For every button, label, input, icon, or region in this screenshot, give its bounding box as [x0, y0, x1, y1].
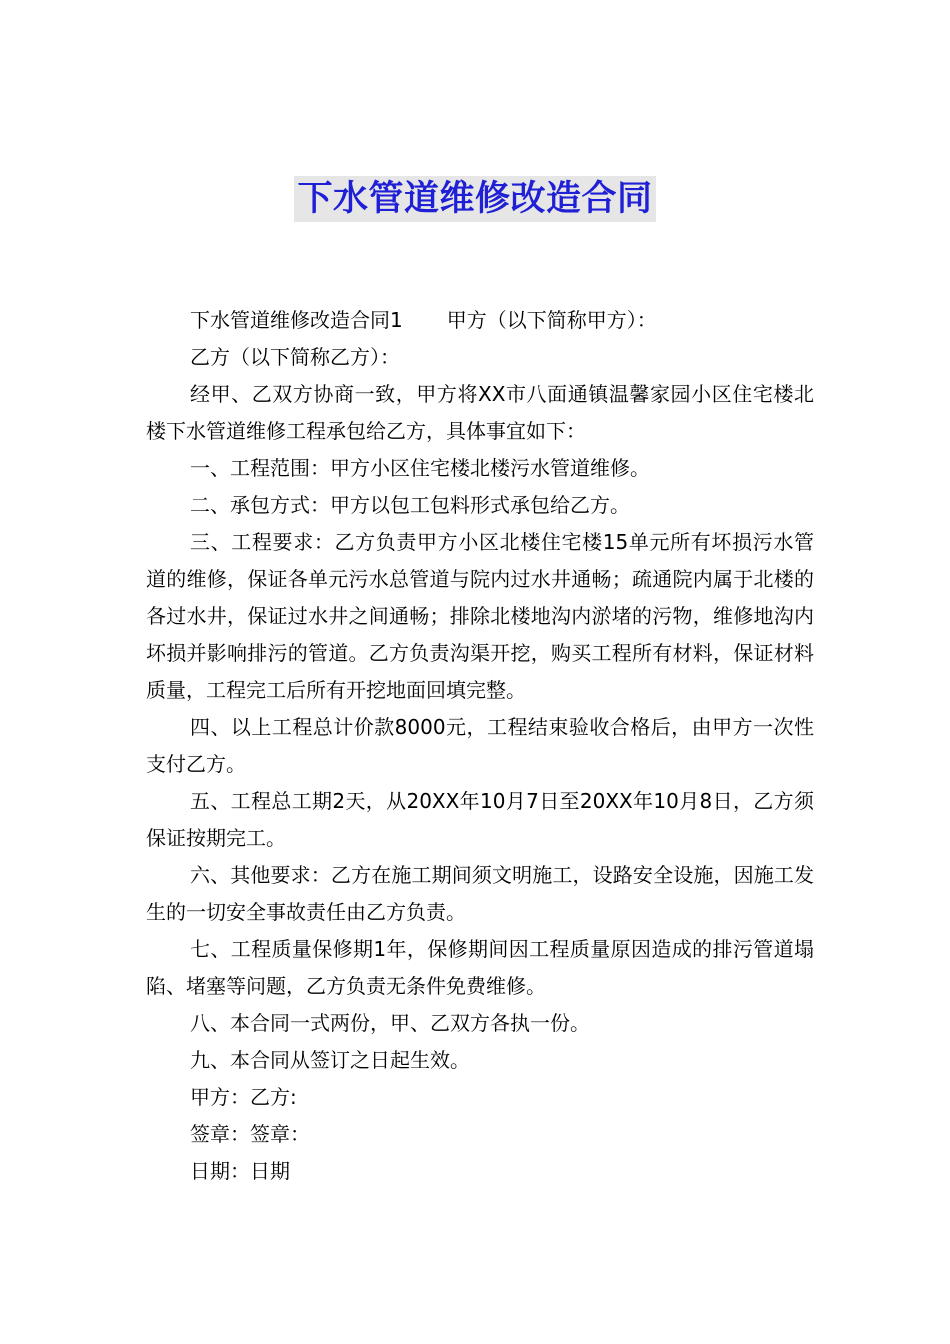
- title-container: [0, 176, 950, 222]
- paragraph-copies: 八、本合同一式两份，甲、乙双方各执一份。: [190, 1011, 590, 1035]
- paragraph-schedule: 五、工程总工期2天，从20XX年10月7日至20XX年10月8日，乙方须保证按期完工。: [146, 789, 814, 850]
- document-title: 下水管道维修改造合同: [294, 176, 655, 222]
- signature-seals: 签章：签章：: [190, 1122, 310, 1146]
- paragraph-price: 四、以上工程总计价款8000元，工程结束验收合格后，由甲方一次性支付乙方。: [146, 715, 814, 776]
- paragraph-contract-method: 二、承包方式：甲方以包工包料形式承包给乙方。: [190, 493, 630, 517]
- paragraph-warranty: 七、工程质量保修期1年，保修期间因工程质量原因造成的排污管道塌陷、堵塞等问题，乙方负责无条件免费维修。: [146, 937, 814, 998]
- signature-parties: 甲方：乙方:: [190, 1085, 297, 1109]
- document-body: [146, 302, 814, 1190]
- paragraph-scope: 一、工程范围：甲方小区住宅楼北楼污水管道维修。: [190, 456, 650, 480]
- intro-heading: 下水管道维修改造合同1: [190, 308, 403, 332]
- party-b-line: 乙方（以下简称乙方）：: [190, 345, 400, 369]
- paragraph-effective: 九、本合同从签订之日起生效。: [190, 1048, 470, 1072]
- signature-dates: 日期：日期: [190, 1159, 290, 1183]
- intro-line: [146, 302, 814, 339]
- paragraph-other-requirements: 六、其他要求：乙方在施工期间须文明施工，设路安全设施，因施工发生的一切安全事故责任由乙方负责。: [146, 863, 814, 924]
- party-a-line: 甲方（以下简称甲方）：: [446, 308, 657, 332]
- paragraph-preamble: 经甲、乙双方协商一致，甲方将XX市八面通镇温馨家园小区住宅楼北楼下水管道维修工程承包给乙方，具体事宜如下：: [146, 382, 814, 443]
- paragraph-requirements: 三、工程要求：乙方负责甲方小区北楼住宅楼15单元所有坏损污水管道的维修，保证各单元污水总管道与院内过水井通畅；疏通院内属于北楼的各过水井，保证过水井之间通畅；排除北楼地沟内淤堵的污物，维修地沟内坏损并影响排污的管道。乙方负责沟渠开挖，购买工程所有材料，保证材料质量，工程完工后所有开挖地面回填完整。: [146, 530, 814, 702]
